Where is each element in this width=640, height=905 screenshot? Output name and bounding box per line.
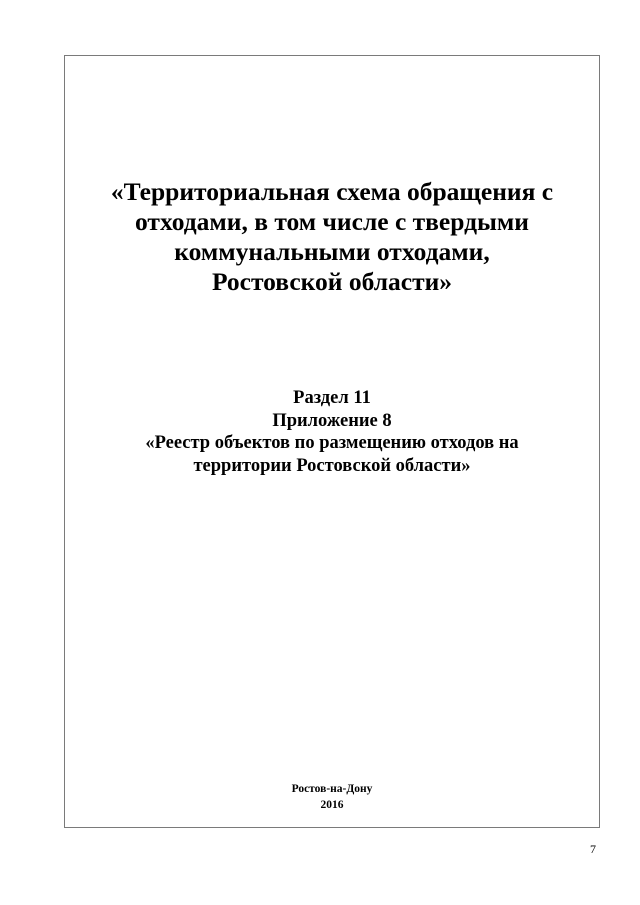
appendix-label: Приложение 8 [272,410,392,431]
document-title-line-1: «Территориальная схема обращения с [110,177,554,206]
section-label: Раздел 11 [293,388,371,408]
document-title [64,177,600,297]
document-title-line-4: Ростовской области» [211,267,453,296]
appendix-title-line-2: территории Ростовской области» [193,455,471,476]
page-number: 7 [590,842,596,856]
imprint-city: Ростов-на-Дону [291,783,373,795]
appendix-title-line-1: «Реестр объектов по размещению отходов на [145,433,519,453]
document-title-line-2: отходами, в том числе с твердыми [135,207,529,236]
document-title-line-3: коммунальными отходами, [174,237,490,266]
imprint [64,781,600,813]
imprint-year: 2016 [320,799,344,811]
section-heading-block [64,387,600,477]
